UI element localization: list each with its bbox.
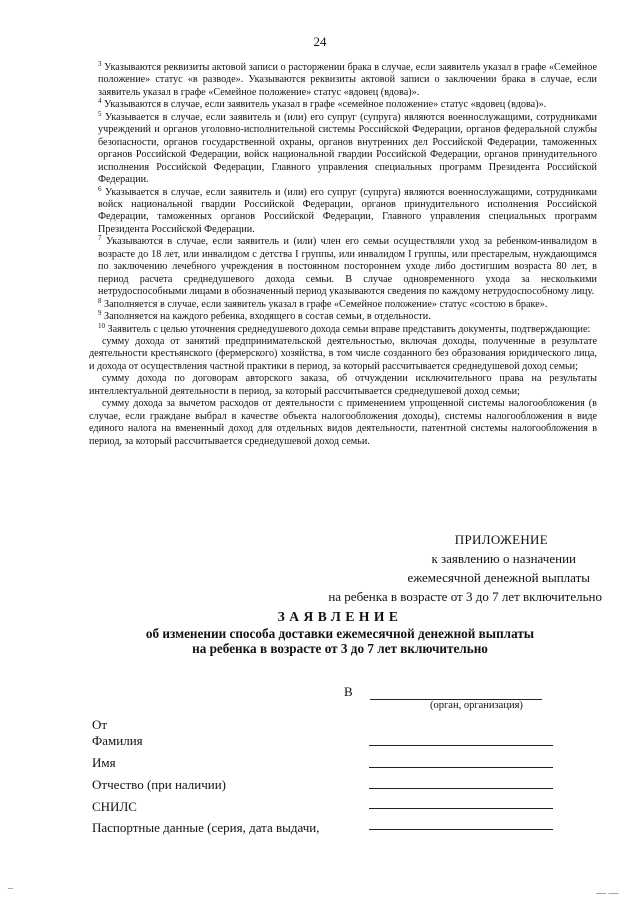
footnote-3 <box>89 62 597 99</box>
snils-label: СНИЛС <box>92 799 137 814</box>
footnote-10-item-1: сумму дохода от занятий предпринимательской деятельностью, включая доходы, полученные в результате деятельности крестьянского (фермерского) хозяйства, в том числе созданного без образования юридического лица, и дохода от осуществления частной практики в период, за который рассчитывается среднедушевой доход семьи; <box>89 335 597 372</box>
footnotes-section <box>89 62 597 448</box>
footnote-7 <box>89 236 597 298</box>
surname-input-line[interactable] <box>369 745 553 746</box>
footnote-text: Заполняется на каждого ребенка, входящего в состав семьи, в отдельности. <box>104 311 431 323</box>
footnote-4 <box>89 99 597 111</box>
statement-heading <box>100 609 580 656</box>
patronymic-input-line[interactable] <box>369 788 553 789</box>
recipient-caption: (орган, организация) <box>430 700 523 711</box>
footnote-text: Указываются в случае, если заявитель и (или) член его семьи осуществляли уход за ребенком-инвалидом в возрасте до 18 лет, или инвалидом с детства I группы, или инвалидом I группы, или престарелым, нуждающимся по заключению лечебного учреждения в постоянном постороннем уходе либо достигшим возраста 80 лет, в период расчета среднедушевого дохода семьи. В случае одновременного ухода за несколькими нетрудоспособными лицами в обозначенный период указываются сведения по каждому нетрудоспособному лицу. <box>98 236 597 298</box>
snils-input-line[interactable] <box>369 808 553 809</box>
scan-mark-left: ¯ <box>8 888 13 899</box>
appendix-line-3: на ребенка в возрасте от 3 до 7 лет включительно <box>328 589 602 604</box>
from-label: От <box>92 717 108 732</box>
statement-subtitle-1: об изменении способа доставки ежемесячной денежной выплаты <box>145 626 535 641</box>
footnote-text: Заполняется в случае, если заявитель указал в графе «Семейное положение» статус «состою в браке». <box>104 298 548 310</box>
statement-title: ЗАЯВЛЕНИЕ <box>277 609 403 624</box>
footnote-marker: 5 <box>98 109 102 118</box>
appendix-heading: ПРИЛОЖЕНИЕ <box>454 532 548 547</box>
footnote-marker: 6 <box>98 184 102 193</box>
footnote-marker: 7 <box>98 234 102 243</box>
scan-mark-right: — — <box>596 888 619 899</box>
footnote-text: Заявитель с целью уточнения среднедушевого дохода семьи вправе представить документы, подтверждающие: <box>107 323 591 335</box>
footnote-text: Указывается в случае, если заявитель и (или) его супруг (супруга) являются военнослужащими, сотрудниками учреждений и органов уголовно-исполнительной системы Российской Федерации, органов федеральной службы безопасности, органов государственной охраны, органов внутренних дел Российской Федерации, таможенных органов Российской Федерации, войск национальной гвардии Российской Федерации, органов принудительного исполнения Российской Федерации, Главного управления специальных программ Президента Российской Федерации. <box>98 111 598 186</box>
footnote-text: Указываются реквизиты актовой записи о расторжении брака в случае, если заявитель указал в графе «Семейное положение» статус «в разводе». Указываются реквизиты актовой записи о заключении брака в случае, если заявитель указал в графе «Семейное положение» статус «вдовец (вдова)». <box>98 62 598 98</box>
footnote-8 <box>89 296 597 311</box>
appendix-line-2: ежемесячной денежной выплаты <box>407 570 590 585</box>
footnote-marker: 4 <box>98 97 102 106</box>
footnote-10-item-3: сумму дохода за вычетом расходов от деятельности с применением упрощенной системы налогообложения (в случае, если граждане выбрал в качестве объекта налогообложения доходы), системы налогообложения в виде единого налога на вмененный доход для отдельных видов деятельности, патентной системы налогообложения в период, за который рассчитывается среднедушевой доход семьи. <box>89 398 597 447</box>
passport-label: Паспортные данные (серия, дата выдачи, <box>92 820 320 835</box>
footnote-10-item-2: сумму дохода по договорам авторского заказа, об отчуждении исключительного права на результаты интеллектуальной деятельности в период, за который рассчитывается среднедушевой доход семьи; <box>89 373 597 397</box>
page-number: 24 <box>313 34 327 49</box>
passport-input-line[interactable] <box>369 829 553 830</box>
footnote-marker: 10 <box>98 321 105 330</box>
footnote-marker: 9 <box>98 309 102 318</box>
footnote-9 <box>89 311 597 323</box>
appendix-block <box>272 530 602 606</box>
recipient-prefix: В <box>344 684 353 699</box>
surname-label: Фамилия <box>92 733 143 748</box>
appendix-line-1: к заявлению о назначении <box>431 551 576 566</box>
name-input-line[interactable] <box>369 767 553 768</box>
footnote-6 <box>89 184 598 237</box>
name-label: Имя <box>92 755 116 770</box>
footnote-10 <box>89 321 597 336</box>
statement-subtitle-2: на ребенка в возрасте от 3 до 7 лет включительно <box>192 641 488 656</box>
footnote-text: Указываются в случае, если заявитель указал в графе «семейное положение» статус «вдовец (вдова)». <box>104 99 547 111</box>
footnote-text: Указывается в случае, если заявитель и (или) его супруг (супруга) являются военнослужащими, сотрудниками войск национальной гвардии Российской Федерации, органов принудительного исполнения Российской Федерации, таможенных органов Российской Федерации, Главного управления специальных программ Президента Российской Федерации. <box>98 186 598 235</box>
footnote-marker: 8 <box>98 296 102 305</box>
footnote-5 <box>89 109 598 187</box>
patronymic-label: Отчество (при наличии) <box>92 777 227 792</box>
footnote-marker: 3 <box>98 60 102 68</box>
